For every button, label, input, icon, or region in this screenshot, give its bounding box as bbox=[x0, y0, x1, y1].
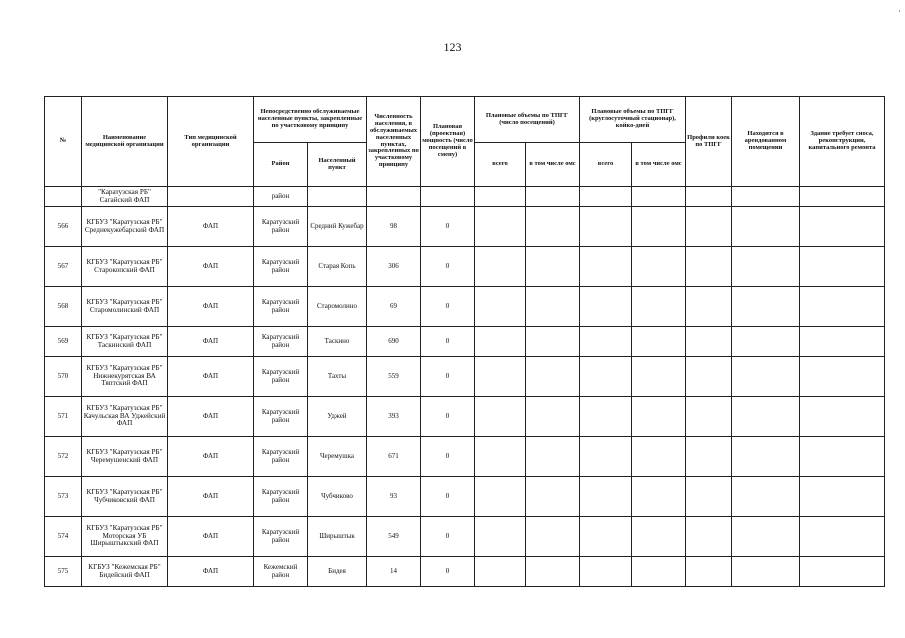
cell-type: ФАП bbox=[168, 557, 254, 587]
header-repair: Здание требует сноса, реконструкции, капитального ремонта bbox=[800, 97, 885, 187]
cell-num: 571 bbox=[45, 397, 82, 437]
cell-empty bbox=[686, 207, 732, 247]
cell-type: ФАП bbox=[168, 437, 254, 477]
cell-empty bbox=[800, 477, 885, 517]
cell-settlement: Уджей bbox=[308, 397, 367, 437]
cell-empty bbox=[686, 327, 732, 357]
cell-settlement: Старомолино bbox=[308, 287, 367, 327]
header-bed-profiles: Профили коек по ТПГГ bbox=[686, 97, 732, 187]
cell-settlement: Тахты bbox=[308, 357, 367, 397]
cell-population: 393 bbox=[367, 397, 421, 437]
cell-district: Каратузский район bbox=[254, 517, 308, 557]
cell-capacity: 0 bbox=[421, 397, 475, 437]
cell-type: ФАП bbox=[168, 287, 254, 327]
cell-empty bbox=[526, 287, 580, 327]
cell-num: 566 bbox=[45, 207, 82, 247]
cell-population: 14 bbox=[367, 557, 421, 587]
header-rented: Находится в арендованном помещении bbox=[732, 97, 800, 187]
cell-empty bbox=[732, 437, 800, 477]
cell-empty bbox=[580, 247, 632, 287]
table-row bbox=[45, 557, 885, 587]
cell-empty bbox=[732, 207, 800, 247]
cell-empty bbox=[580, 397, 632, 437]
cell-settlement: Чубчиково bbox=[308, 477, 367, 517]
cell-population: 671 bbox=[367, 437, 421, 477]
cell-empty bbox=[580, 287, 632, 327]
table-row bbox=[45, 327, 885, 357]
cell-empty bbox=[732, 397, 800, 437]
cell-empty bbox=[732, 357, 800, 397]
cell-empty bbox=[632, 247, 686, 287]
header-visits-oms: в том числе омс bbox=[526, 143, 580, 187]
cell-empty bbox=[526, 517, 580, 557]
cell-settlement: Ширыштык bbox=[308, 517, 367, 557]
table-row bbox=[45, 357, 885, 397]
header-settlement: Населенный пункт bbox=[308, 143, 367, 187]
cell-type: ФАП bbox=[168, 247, 254, 287]
cell-population: 98 bbox=[367, 207, 421, 247]
cell-empty bbox=[800, 397, 885, 437]
cell-district: район bbox=[254, 187, 308, 207]
cell-capacity: 0 bbox=[421, 247, 475, 287]
cell-district: Каратузский район bbox=[254, 357, 308, 397]
cell-population: 306 bbox=[367, 247, 421, 287]
cell-empty bbox=[632, 357, 686, 397]
table-row bbox=[45, 437, 885, 477]
cell-name: КГБУЗ "Каратузская РБ" Нижнекурятская ВА Тяптский ФАП bbox=[82, 357, 168, 397]
header-num: № bbox=[45, 97, 82, 187]
cell-settlement: Черемушка bbox=[308, 437, 367, 477]
cell-type: ФАП bbox=[168, 207, 254, 247]
cell-empty bbox=[732, 517, 800, 557]
header-tpgg-beds: Плановые объемы по ТПГГ (круглосуточный стационар), койко-дней bbox=[580, 97, 686, 143]
cell-population: 549 bbox=[367, 517, 421, 557]
cell-empty bbox=[686, 247, 732, 287]
table-row bbox=[45, 247, 885, 287]
header-capacity: Плановая (проектная) мощность (число посещений в смену) bbox=[421, 97, 475, 187]
cell-population: 93 bbox=[367, 477, 421, 517]
cell-empty bbox=[632, 207, 686, 247]
cell-type: ФАП bbox=[168, 397, 254, 437]
cell-district: Кежемский район bbox=[254, 557, 308, 587]
header-type: Тип медицинской организации bbox=[168, 97, 254, 187]
cell-name: КГБУЗ "Каратузская РБ" Таскинский ФАП bbox=[82, 327, 168, 357]
table-row bbox=[45, 397, 885, 437]
cell-empty bbox=[632, 327, 686, 357]
cell-capacity: 0 bbox=[421, 287, 475, 327]
cell-name: КГБУЗ "Каратузская РБ" Старокопский ФАП bbox=[82, 247, 168, 287]
cell-empty bbox=[526, 327, 580, 357]
cell-capacity: 0 bbox=[421, 517, 475, 557]
cell-empty bbox=[580, 437, 632, 477]
cell-num: 572 bbox=[45, 437, 82, 477]
cell-empty bbox=[686, 357, 732, 397]
cell-type: ФАП bbox=[168, 517, 254, 557]
header-district: Район bbox=[254, 143, 308, 187]
cell-empty bbox=[632, 437, 686, 477]
cell-empty bbox=[732, 287, 800, 327]
header-visits-total: всего bbox=[475, 143, 526, 187]
cell-settlement: Бидея bbox=[308, 557, 367, 587]
cell-name: КГБУЗ "Кежемская РБ" Бидейский ФАП bbox=[82, 557, 168, 587]
cell-name: КГБУЗ "Каратузская РБ" Среднекужебарский ФАП bbox=[82, 207, 168, 247]
cell-empty bbox=[475, 207, 526, 247]
cell-empty bbox=[732, 557, 800, 587]
cell-district: Каратузский район bbox=[254, 327, 308, 357]
cell-empty bbox=[800, 357, 885, 397]
cell-empty bbox=[632, 557, 686, 587]
cell-empty bbox=[686, 477, 732, 517]
cell-empty bbox=[580, 517, 632, 557]
cell-settlement: Старая Копь bbox=[308, 247, 367, 287]
medical-organizations-table bbox=[44, 96, 885, 587]
cell-empty bbox=[632, 287, 686, 327]
cell-empty bbox=[632, 517, 686, 557]
cell-district: Каратузский район bbox=[254, 477, 308, 517]
cell-capacity: 0 bbox=[421, 477, 475, 517]
header-name: Наименование медицинской организации bbox=[82, 97, 168, 187]
cell-empty bbox=[475, 397, 526, 437]
cell-type: ФАП bbox=[168, 477, 254, 517]
cell-capacity: 0 bbox=[421, 327, 475, 357]
cell-empty bbox=[475, 287, 526, 327]
cell-empty bbox=[686, 437, 732, 477]
cell-district: Каратузский район bbox=[254, 287, 308, 327]
cell-capacity: 0 bbox=[421, 437, 475, 477]
cell-empty bbox=[475, 357, 526, 397]
cell-district: Каратузский район bbox=[254, 247, 308, 287]
cell-empty bbox=[526, 247, 580, 287]
cell-name: КГБУЗ "Каратузская РБ" Черемушенский ФАП bbox=[82, 437, 168, 477]
corner-mark: · bbox=[898, 6, 901, 16]
cell-empty bbox=[632, 397, 686, 437]
cell-num: 567 bbox=[45, 247, 82, 287]
cell-population: 69 bbox=[367, 287, 421, 327]
cell-num: 574 bbox=[45, 517, 82, 557]
cell-empty bbox=[686, 397, 732, 437]
cell-settlement: Средний Кужебар bbox=[308, 207, 367, 247]
table-row bbox=[45, 477, 885, 517]
cell-num: 570 bbox=[45, 357, 82, 397]
cell-district: Каратузский район bbox=[254, 437, 308, 477]
cell-empty bbox=[580, 207, 632, 247]
cell-empty bbox=[732, 247, 800, 287]
header-beds-oms: в том числе омс bbox=[632, 143, 686, 187]
cell-empty bbox=[526, 557, 580, 587]
header-beds-total: всего bbox=[580, 143, 632, 187]
cell-empty bbox=[686, 287, 732, 327]
cell-empty bbox=[580, 557, 632, 587]
cell-num: 575 bbox=[45, 557, 82, 587]
header-population: Численность населения, в обслуживаемых населенных пунктах, закрепленных по участковому принципу bbox=[367, 97, 421, 187]
cell-empty bbox=[475, 517, 526, 557]
cell-empty bbox=[475, 557, 526, 587]
cell-empty bbox=[580, 477, 632, 517]
header-tpgg-visits: Плановые объемы по ТПГГ (число посещений) bbox=[475, 97, 580, 143]
cell-empty bbox=[686, 517, 732, 557]
cell-district: Каратузский район bbox=[254, 397, 308, 437]
cell-empty bbox=[580, 327, 632, 357]
cell-empty bbox=[526, 477, 580, 517]
cell-capacity: 0 bbox=[421, 207, 475, 247]
cell-type: ФАП bbox=[168, 327, 254, 357]
cell-district: Каратузский район bbox=[254, 207, 308, 247]
cell-empty bbox=[732, 327, 800, 357]
cell-population: 690 bbox=[367, 327, 421, 357]
table-row bbox=[45, 517, 885, 557]
cell-name: КГБУЗ "Каратузская РБ" Старомолинский ФАП bbox=[82, 287, 168, 327]
cell-empty bbox=[632, 477, 686, 517]
cell-capacity: 0 bbox=[421, 357, 475, 397]
cell-empty bbox=[475, 477, 526, 517]
cell-empty bbox=[526, 437, 580, 477]
cell-type: ФАП bbox=[168, 357, 254, 397]
cell-empty bbox=[800, 327, 885, 357]
cell-name: "Каратузская РБ" Сагайский ФАП bbox=[82, 187, 168, 207]
cell-empty bbox=[800, 517, 885, 557]
cell-empty bbox=[800, 247, 885, 287]
cell-empty bbox=[475, 327, 526, 357]
page-number: 123 bbox=[443, 40, 462, 54]
cell-num: 573 bbox=[45, 477, 82, 517]
cell-name: КГБУЗ "Каратузская РБ" Качульская ВА Уджейский ФАП bbox=[82, 397, 168, 437]
cell-empty bbox=[580, 357, 632, 397]
table-row bbox=[45, 287, 885, 327]
cell-name: КГБУЗ "Каратузская РБ" Чубчиковский ФАП bbox=[82, 477, 168, 517]
cell-empty bbox=[526, 397, 580, 437]
cell-empty bbox=[800, 557, 885, 587]
cell-num: 569 bbox=[45, 327, 82, 357]
cell-empty bbox=[686, 557, 732, 587]
cell-empty bbox=[800, 287, 885, 327]
cell-empty bbox=[800, 207, 885, 247]
cell-name: КГБУЗ "Каратузская РБ" Моторская УБ Ширыштыкский ФАП bbox=[82, 517, 168, 557]
cell-empty bbox=[732, 477, 800, 517]
cell-num: 568 bbox=[45, 287, 82, 327]
cell-empty bbox=[475, 247, 526, 287]
header-served-points: Непосредственно обслуживаемые населенные пункты, закрепленные по участковому принципу bbox=[254, 97, 367, 143]
cell-settlement: Таскино bbox=[308, 327, 367, 357]
cell-empty bbox=[800, 437, 885, 477]
table-row-continuation bbox=[45, 187, 885, 207]
cell-empty bbox=[526, 357, 580, 397]
cell-empty bbox=[526, 207, 580, 247]
cell-capacity: 0 bbox=[421, 557, 475, 587]
cell-empty bbox=[475, 437, 526, 477]
table-row bbox=[45, 207, 885, 247]
cell-population: 559 bbox=[367, 357, 421, 397]
